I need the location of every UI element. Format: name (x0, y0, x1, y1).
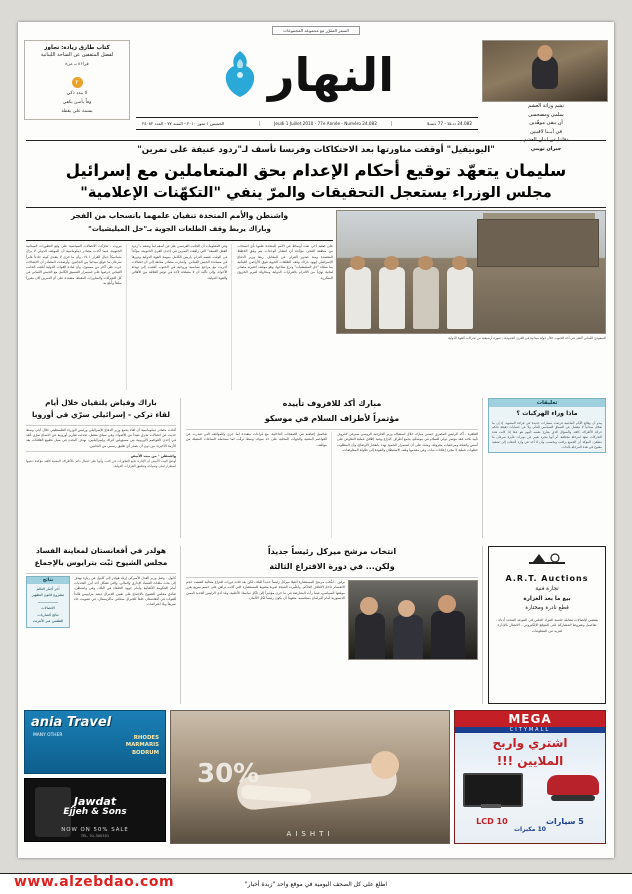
advertisement-strip (26, 710, 606, 842)
mega-cars: 5 سيارات (545, 817, 584, 826)
portrait-photo (482, 40, 608, 102)
travel-dest-1: RHODES (133, 735, 159, 741)
afghanistan-title-1: هولدر في أفغانستان لمعاينة الفساد (35, 546, 167, 555)
bottom-banner-text: اطلع على كل الصحف اليومية في موقع واحد "زبدة أخبار" (244, 880, 388, 888)
promo-book-line3: قراءة بـ مرة (65, 61, 89, 67)
jawdat-offer: NOW ON 50% SALE (61, 827, 129, 833)
portrait-line5: دفاتنا عن لبنان العشم (523, 137, 569, 143)
headline-kicker: "اليونيفيل" أوقفت مناورتها بعد الاحتكاكات وفرنسا تأسف لـ"ردود عنيفة على تمرين" (137, 145, 495, 155)
lead-subhead-2: وباراك يربط وقف الطلعات الجوية بـ"حل الميليشيات" (88, 225, 271, 233)
aishti-model-head (371, 751, 399, 779)
headline-block (26, 140, 606, 208)
ad-aishti[interactable] (170, 710, 450, 844)
travel-brand: ania Travel (31, 715, 112, 730)
portrait-line3: أن ببقى موهّدين (529, 120, 563, 126)
car-icon (547, 775, 599, 795)
ad-jawdat[interactable] (24, 778, 166, 842)
mega-arabic-2: الملايين !!! (496, 754, 564, 768)
lead-photo-caption: السعودي اللبناني التقى في أحد الجنوب خلال جولة ميدانية في القرى الحدودية - صورة أرشيفية من تحركات القوة الدولية (448, 336, 606, 340)
photo-people-group (345, 257, 495, 329)
afghanistan-divider (26, 573, 176, 574)
portrait-head (538, 45, 553, 61)
headline-rule-bottom (26, 207, 606, 208)
travel-dest-3: BODRUM (131, 749, 159, 756)
results-box-inner[interactable] (26, 576, 70, 628)
photo-person-head (418, 256, 433, 270)
commentary-title: ماذا وراء الهركبات ؟ (516, 410, 578, 417)
results-line-2[interactable]: مشروع قانون التظهير (31, 593, 65, 598)
results-line-5[interactable]: نتائج المباريات (37, 612, 59, 617)
results-line-6[interactable]: الطقس عبر الأنترنت (32, 619, 64, 624)
afghanistan-story (26, 546, 181, 704)
photo-person-head (384, 256, 399, 270)
jawdat-tel: TEL. 01-300351 (80, 834, 110, 838)
moscow-title-2: مؤتمراً لأطراف السلام في موسكو (264, 413, 400, 423)
results-box (26, 576, 70, 704)
washington-divider (26, 451, 176, 452)
photo-person-head (350, 256, 365, 270)
watermark-text: www.alzebdao.com (14, 874, 175, 890)
photo-person (447, 267, 473, 329)
mega-sub: CITYMALL (455, 727, 605, 733)
afghanistan-title-2: مجلس الشيوخ ثبّت بترايوس بالإجماع (34, 558, 168, 568)
washington-body: أوضح البيت الأبيض أن الإدارة تتابع التطورات عن كثب، وأنها على اتصال دائم بالأطراف المعنية كافة، مؤكدة دعمها استقرار لبنان وسيادته وتطبيق القرارات الدولية. (26, 459, 176, 469)
art-auctions-ad (488, 546, 606, 704)
mega-arabic-1: اشتري واربح (492, 736, 568, 750)
mega-lcd: 10 LCD (476, 817, 508, 826)
photo-truck (477, 219, 599, 267)
lead-paragraph-2: وفي المعلومات أن الجانب الفرنسي عبّر عن أسفه لما وصفه بـ"ردود الفعل العنيفة" التي رافقت التمرين في إحدى القرى الجنوبية، مؤكداً في الوقت نفسه التزام باريس الكامل بمهمة القوة الدولية ودورها في مساندة الجيش اللبناني. وأشارت مصادر متابعة إلى أن اتصالات أجريت مع مراجع سياسية وروحية في الجنوب أفضت إلى تهدئة الأجواء، وإلى تأكيد أن لا مصلحة لأحد في توتير العلاقة بين الأهالي والقوة الدولية. (132, 244, 233, 390)
germany-photo-wrap (350, 580, 478, 704)
headline-primary: سليمان يتعهّد توقيع أحكام الإعدام بحق المتعاملين مع إسرائيل (65, 160, 567, 180)
moscow-title-1: مبارك أكد للافروف تأييده (282, 399, 382, 408)
moscow-body-col2: القاهرة - أكد الرئيس المصري حسني مبارك خلال استقباله وزير الخارجية الروسي سيرغي لافروف تأييد بلاده عقد مؤتمر دولي للسلام في موسكو، يجمع أطراف النزاع ويعيد إطلاق عملية التفاوض على أسس واضحة ومرجعيات معروفة. وشدد على أن استمرار الجمود يهدد بانفجار الأوضاع، وأن المطلوب خطوات عملية لا مجرد إعلانات نيات، وفي مقدمها وقف الاستيطان والعودة إلى طاولة المفاوضات. (337, 432, 478, 452)
tv-stand (481, 804, 501, 808)
masthead-logo (136, 36, 478, 114)
tv-icon (463, 773, 523, 807)
ad-left-stack (26, 710, 166, 842)
dateline (136, 117, 478, 130)
art-line2: بيع ما بعد الغزارة (523, 595, 571, 602)
commentary-header: تعليقات (489, 399, 605, 407)
aishti-discount: 30% (197, 759, 260, 789)
afghanistan-body: كابول - وصل وزير العدل الأميركي إريك هولدر إلى كابول في زيارة تهدف إلى بحث ملفات الفساد الإداري والمالي، والتي تشكل أحد أبرز التحديات أمام الحكومة الأفغانية وأمام جهود الحلفاء في البلاد. وفي واشنطن، صادق مجلس الشيوخ بالإجماع على تعيين الجنرال ديفيد بترايوس قائداً للقوات في أفغانستان خلفاً للجنرال ستانلي ماكريستال، في تصويت جاء سريعاً وبلا اعتراضات. (74, 575, 176, 607)
lead-subhead-1: واشنطن والأمم المتحدة تنفيان علمهما بانسحاب من الفجر (70, 211, 289, 220)
turkey-body: أفادت مصادر ديبلوماسية أن لقاء يجمع وزير الدفاع الإسرائيلي ورئيس الوزراء الفلسطيني خلال أيام، وسط حديث عن اتصالات تجري بعيداً من الأضواء. وفي سياق متصل، تحدثت تقارير أوروبية عن اجتماع سرّي عُقد في إحدى العواصم الأوروبية بين مسؤولين أتراك وإسرائيليين، بهدف البحث في سبل تطبيع العلاقات بعد الأزمة الأخيرة، من دون أن يصدر أي تعليق رسمي من الجانبين. (26, 427, 176, 448)
lead-paragraph-1: بيروت - تحرّكت الاتصالات السياسية على وقع التطورات الميدانية الجنوبية، فيما أكدت مصادر ديبلوماسية أن الموقف الدولي لا يزال متماسكاً حيال القرار ١٧٠١، وأن ما جرى لا يتعدى كونه حادثاً عابراً سرعان ما عولج ميدانياً بين الجانبين. وأوضحت المصادر أن الاتصالات جرت على أكثر من مستوى، وأن قيادة القوات الدولية أبلغت الجانب اللبناني حرصها على استمرار التنسيق الكامل مع الجيش اللبناني في كل التحركات والمناورات المقبلة، مشددة على أن التمرين كان مقرراً سلفاً وأُبلغ به. (26, 244, 127, 390)
jawdat-brand2: Ejjeh & Sons (63, 807, 127, 817)
photo-person-head (452, 256, 467, 270)
photo-person (345, 267, 371, 329)
newspaper-front-page (18, 22, 614, 858)
aishti-brand: AISHTI (286, 830, 334, 838)
section-middle (26, 398, 606, 538)
turkey-divider (26, 425, 176, 426)
mega-prize-visuals (455, 771, 605, 817)
germany-title-1: انتخاب مرشح ميركل رئيساً جديداً (267, 547, 397, 556)
newspaper-title: النهار (268, 48, 394, 102)
moscow-body-col1: تفاصيل إضافية في الصفحات الداخلية، مع قراءات متعددة لما جرى وللمواقف التي صدرت عن العواصم المعنية والجهات المحلية على حد سواء، وسط ترقّب لما ستحمله الساعات المقبلة من مواقف. (186, 432, 332, 538)
ad-travel[interactable] (24, 710, 166, 774)
travel-dest-2: MARMARIS (125, 742, 159, 749)
germany-photo (348, 580, 478, 660)
lead-paragraph-3: على صعيد آخر، نفت أوساط في الأمم المتحدة علمها بأي انسحاب من منطقة الفجر، مؤكدة أن انتشار الوحدات يتم وفق الخطط المعتمدة ومنذ صدور القرار. في المقابل، ربط وزير الدفاع الإسرائيلي إيهود باراك وقف الطلعات الجوية فوق الأراضي اللبنانية بما سمّاه "حل الميليشيات" ونزع سلاحها، وهو موقف اعتبرته مصادر لبنانية تهرّباً من الالتزام بالقرارات الدولية ومحاولة لتبرير الخروق المتكررة. (237, 244, 333, 280)
lead-divider (26, 240, 333, 241)
germany-body: برلين - انتُخب مرشح المستشارة أنغيلا ميركل رئيساً جديداً للبلاد، لكن بعد ثلاث دورات اقتراع متتالية كشفت حجم الانقسام داخل الائتلاف الحاكم. واعتُبرت النتيجة ضربة معنوية للمستشارة التي كانت تراهن على حسم سريع يعزز موقعها السياسي، فيما رأت المعارضة في ما جرى مؤشراً إلى تآكل تماسك الأغلبية. وقد أدى الرئيس الجديد اليمين الدستورية أمام البرلمان بمجلسيه، متعهداً أن يكون رئيساً لكل الألمان. (186, 580, 345, 600)
promo-bullet-3: بسمة على يقظة (61, 109, 93, 115)
promo-bullet-2: وفاً يأمين يكفي (62, 100, 92, 106)
promo-book-line2: لفضل المثقفين عن الساحة اللبنانية (40, 52, 114, 59)
results-line-1[interactable]: آخر أخبار العالم (36, 586, 60, 591)
rooster-logo-icon (220, 49, 260, 101)
section-lower (26, 546, 606, 704)
travel-destinations (126, 735, 159, 757)
lead-photo-column (338, 210, 606, 390)
turkey-israel-story (26, 398, 181, 538)
turkey-title-2: لقاء تركي - إسرائيلي سرّي في أوروبا (31, 410, 170, 420)
germany-divider (186, 577, 478, 578)
portrait-name: جبران تويني (530, 145, 562, 152)
germany-story (186, 546, 483, 704)
results-line-3: ـــــــــــــــــــ (37, 599, 58, 604)
moscow-divider (186, 429, 478, 430)
headline-secondary: مجلس الوزراء يستعجل التحقيقات والمرّ ينفي "التكهّنات الإعلامية" (80, 185, 552, 202)
car-shadow (551, 795, 595, 801)
portrait-line4: في أيــنا لاقينين (529, 128, 563, 135)
commentary-box (488, 398, 606, 453)
portrait-line1: تشم وراثة العشم (528, 103, 564, 109)
promo-bullet-1: لا يبدد ذكي (66, 90, 88, 96)
commentary-column (488, 398, 606, 538)
commentary-body: يبدو أن وقائع الأيام الماضية فرضت مسارات جديدة في قراءة المشهد، إذ إن ما سُجّل ميدانياً لا ينفصل عن السياق السياسي العام، ولا عن حسابات دقيقة تحكم حركة الأطراف كافة. والسؤال الذي يطرح نفسه اليوم هو عمّا إذا كانت هذه التحركات تمهّد لمرحلة مختلفة، أم أنها مجرد تعبير عن توترات عابرة سرعان ما تنطفئ. المؤكد أن الجميع يراقب ويحسب، وأن لا أحد في وارد الذهاب إلى تصعيد مفتوح في هذه المرحلة بالذات. (492, 420, 602, 449)
site-watermark[interactable] (14, 874, 174, 890)
section-lead (26, 210, 606, 390)
ad-mega-citymall[interactable] (454, 710, 606, 844)
dateline-left: 24.082 ددعلا - 77 ةنسلا (426, 121, 472, 126)
mega-prizes: 10 مكبرات (514, 826, 546, 833)
dateline-right: الخميس ١ تموز ٢٠١٠ - السنة ٧٧ - العدد ٢٤٠٨٢ (142, 121, 225, 126)
masthead-left-promo (18, 36, 136, 120)
promo-book-line1: كتاب طارق زيادة: تجاوز (44, 45, 110, 51)
art-line1: تجارة فنية (535, 586, 559, 592)
art-auctions-box (488, 546, 606, 704)
lead-photo (336, 210, 606, 334)
art-brand: A.R.T. Auctions (505, 574, 589, 583)
top-strip-text: السعر المقرّر مع مجموعة المجموعات (272, 26, 360, 35)
lead-text-column (26, 210, 333, 390)
turkey-title-1: باراك وفياض يلتقيان خلال أيام (45, 398, 157, 407)
washington-label: واشنطن - من بيت الأبيض (130, 453, 176, 458)
art-line3: قطع نادرة ومختارة (525, 605, 569, 611)
mega-brand: MEGA (455, 711, 605, 727)
photo-person (413, 267, 439, 329)
dateline-mid: Jeudi 1 Juillet 2010 - 77e Année - Numéro 24.082 (259, 121, 392, 126)
promo-badge: ٢ (72, 77, 83, 88)
results-header: نتائج (27, 577, 69, 584)
germany-title-2: ولكن... في دورة الاقتراع الثالثة (269, 561, 395, 571)
masthead-right-portrait (478, 36, 614, 153)
travel-tagline: MANY OTHER (33, 733, 63, 738)
jawdat-brand: Jawdat (73, 795, 117, 808)
photo-person (379, 267, 405, 329)
portrait-line2: سلمى ومصحسن (528, 111, 564, 118)
moscow-story (186, 398, 483, 538)
art-small-print: يقتضي لإلصالات مقابلة جلسة المزاد العلني في الموعد المحدد أدناه - تفاصيل وشروط المشاركة على الموقع الإلكتروني - الاتصال بالإدارة لمزيد من المعلومات (495, 617, 599, 633)
promo-book (24, 40, 130, 120)
art-logo-icon (493, 551, 601, 570)
masthead-center (136, 36, 478, 132)
results-line-4[interactable]: الاتصالات (41, 606, 55, 611)
